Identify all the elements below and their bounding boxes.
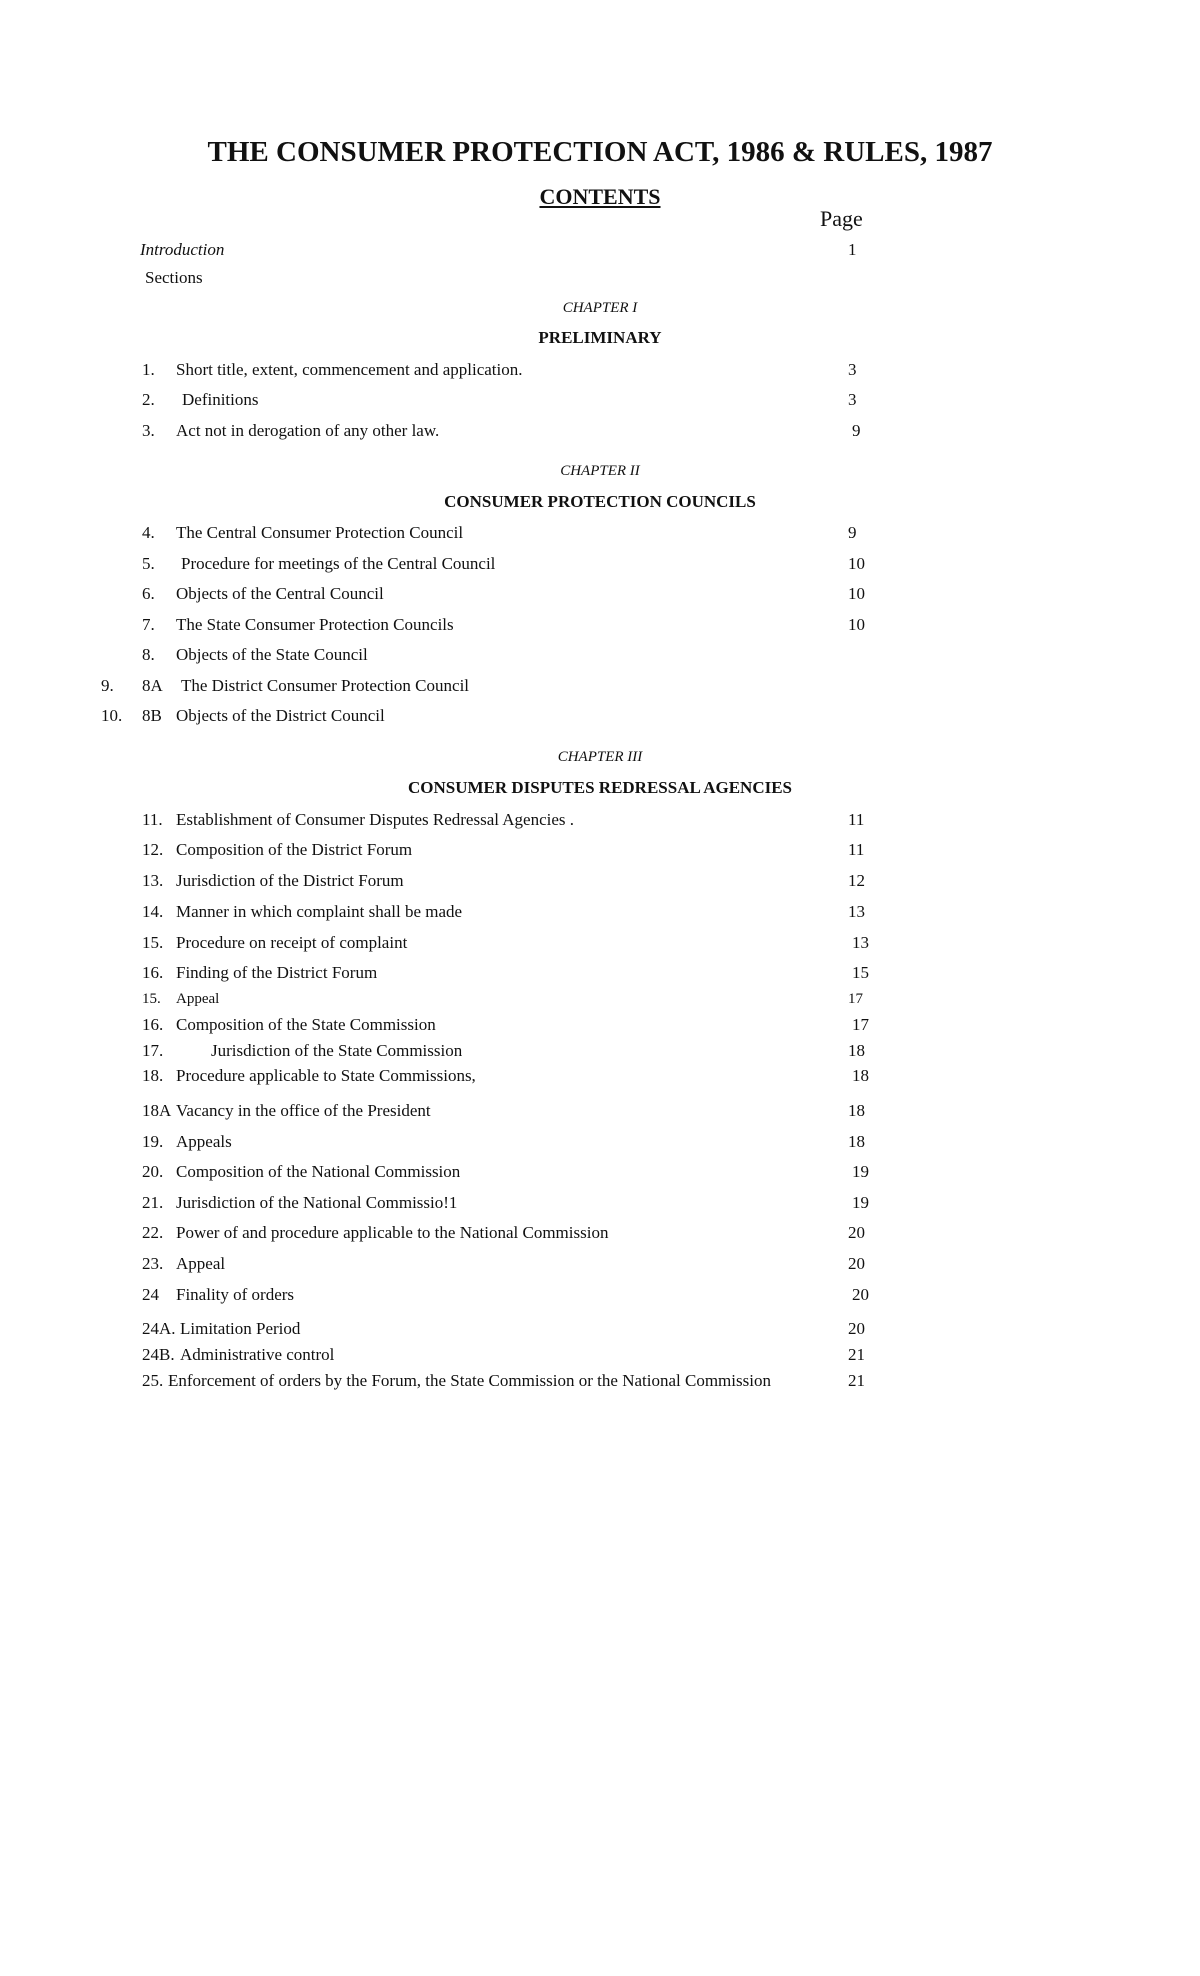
section-page: 9 <box>848 523 857 542</box>
chapter-title: CONSUMER DISPUTES REDRESSAL AGENCIES <box>407 778 793 797</box>
section-title: Procedure applicable to State Commissions, <box>176 1066 476 1085</box>
section-number: 8A <box>142 676 163 695</box>
section-number: 24A. <box>142 1319 176 1338</box>
section-title: Vacancy in the office of the President <box>176 1101 431 1120</box>
section-title: Appeals <box>176 1132 232 1151</box>
chapter-label: CHAPTER I <box>562 300 638 316</box>
section-title: Objects of the District Council <box>176 706 385 725</box>
toc-row <box>0 963 1200 987</box>
contents-heading: CONTENTS <box>539 184 661 209</box>
section-number: 8B <box>142 706 162 725</box>
section-title: Administrative control <box>180 1345 335 1364</box>
section-page: 18 <box>848 1132 865 1151</box>
section-title: Manner in which complaint shall be made <box>176 902 463 921</box>
toc-row <box>0 615 1200 639</box>
chapter-label: CHAPTER II <box>560 463 640 479</box>
section-page: 17 <box>848 991 863 1007</box>
section-title: Objects of the State Council <box>176 645 368 664</box>
section-page: 13 <box>848 902 865 921</box>
section-number: 15. <box>142 933 164 952</box>
section-page: 18 <box>848 1041 865 1060</box>
section-title: Composition of the National Commission <box>176 1162 461 1181</box>
chapter-title: CONSUMER PROTECTION COUNCILS <box>444 492 756 511</box>
section-title: Finding of the District Forum <box>176 963 378 982</box>
section-page: 21 <box>848 1371 865 1390</box>
section-title: Finality of orders <box>176 1285 295 1304</box>
introduction-label: Introduction <box>140 240 225 259</box>
section-title: Procedure for meetings of the Central Council <box>181 554 496 573</box>
section-number: 23. <box>142 1254 164 1273</box>
section-number: 22. <box>142 1223 164 1242</box>
toc-row <box>0 871 1200 895</box>
section-number: 15. <box>142 991 161 1007</box>
section-number: 16. <box>142 963 164 982</box>
sections-label: Sections <box>145 268 203 287</box>
section-title: Definitions <box>182 390 259 409</box>
toc-row <box>0 360 1200 384</box>
toc-row <box>0 902 1200 926</box>
toc-row <box>0 421 1200 445</box>
section-page: 20 <box>848 1223 865 1242</box>
section-page: 11 <box>848 810 865 829</box>
section-number: 24 <box>142 1285 159 1304</box>
toc-row <box>0 676 1200 700</box>
section-page: 19 <box>852 1193 869 1212</box>
toc-row <box>0 645 1200 669</box>
section-number: 18. <box>142 1066 164 1085</box>
toc-row <box>0 1041 1200 1065</box>
section-page: 15 <box>852 963 869 982</box>
section-number: 6. <box>142 584 155 603</box>
toc-row <box>0 706 1200 730</box>
section-title: Procedure on receipt of complaint <box>176 933 408 952</box>
outer-number: 10. <box>101 706 123 725</box>
introduction-page: 1 <box>848 240 857 259</box>
section-title: Composition of the State Commission <box>176 1015 436 1034</box>
section-title: The District Consumer Protection Council <box>181 676 470 695</box>
section-title: The State Consumer Protection Councils <box>176 615 454 634</box>
toc-row <box>0 933 1200 957</box>
section-number: 14. <box>142 902 164 921</box>
toc-row <box>0 810 1200 834</box>
section-page: 20 <box>852 1285 869 1304</box>
section-page: 18 <box>848 1101 865 1120</box>
section-number: 12. <box>142 840 164 859</box>
document-title: THE CONSUMER PROTECTION ACT, 1986 & RULES, 1987 <box>207 136 993 168</box>
section-number: 16. <box>142 1015 164 1034</box>
toc-row <box>0 1371 1200 1395</box>
toc-row <box>0 1132 1200 1156</box>
toc-row <box>0 1223 1200 1247</box>
section-title: Objects of the Central Council <box>176 584 384 603</box>
section-number: 17. <box>142 1041 164 1060</box>
section-page: 21 <box>848 1345 865 1364</box>
section-number: 7. <box>142 615 155 634</box>
section-number: 20. <box>142 1162 164 1181</box>
section-number: 1. <box>142 360 155 379</box>
section-title: Limitation Period <box>180 1319 301 1338</box>
section-number: 18A <box>142 1101 172 1120</box>
section-title: Enforcement of orders by the Forum, the State Commission or the National Commission <box>168 1371 771 1390</box>
section-page: 10 <box>848 615 865 634</box>
page-column-heading: Page <box>820 206 863 231</box>
section-number: 8. <box>142 645 155 664</box>
toc-row <box>0 390 1200 414</box>
section-title: Jurisdiction of the National Commissio!1 <box>176 1193 458 1212</box>
section-number: 2. <box>142 390 155 409</box>
section-title: Power of and procedure applicable to the National Commission <box>176 1223 609 1242</box>
section-number: 24B. <box>142 1345 175 1364</box>
section-number: 4. <box>142 523 155 542</box>
section-title: Appeal <box>176 1254 226 1273</box>
toc-row <box>0 1285 1200 1309</box>
outer-number: 9. <box>101 676 114 695</box>
section-number: 25. <box>142 1371 164 1390</box>
section-page: 17 <box>852 1015 869 1034</box>
section-page: 13 <box>852 933 869 952</box>
section-title: Composition of the District Forum <box>176 840 413 859</box>
chapter-title: PRELIMINARY <box>538 328 662 347</box>
section-title: Establishment of Consumer Disputes Redressal Agencies . <box>176 810 575 829</box>
section-title: Appeal <box>176 991 220 1007</box>
section-number: 21. <box>142 1193 164 1212</box>
section-title: The Central Consumer Protection Council <box>176 523 464 542</box>
section-page: 10 <box>848 554 865 573</box>
section-page: 9 <box>852 421 861 440</box>
section-number: 19. <box>142 1132 164 1151</box>
section-page: 10 <box>848 584 865 603</box>
section-page: 3 <box>848 390 857 409</box>
section-page: 12 <box>848 871 865 890</box>
section-number: 11. <box>142 810 163 829</box>
section-page: 20 <box>848 1319 865 1338</box>
toc-row <box>0 1015 1200 1039</box>
toc-row <box>0 1066 1200 1090</box>
section-number: 5. <box>142 554 155 573</box>
section-title: Act not in derogation of any other law. <box>176 421 440 440</box>
toc-row <box>0 991 1200 1015</box>
toc-row <box>0 1254 1200 1278</box>
section-page: 3 <box>848 360 857 379</box>
section-title: Short title, extent, commencement and application. <box>176 360 523 379</box>
toc-row <box>0 840 1200 864</box>
section-page: 18 <box>852 1066 869 1085</box>
section-number: 3. <box>142 421 155 440</box>
toc-row <box>0 584 1200 608</box>
toc-row <box>0 1345 1200 1369</box>
section-page: 11 <box>848 840 865 859</box>
chapter-label: CHAPTER III <box>557 749 643 765</box>
section-number: 13. <box>142 871 164 890</box>
toc-row <box>0 523 1200 547</box>
toc-row <box>0 1101 1200 1125</box>
toc-row <box>0 1193 1200 1217</box>
section-title: Jurisdiction of the District Forum <box>176 871 404 890</box>
toc-row <box>0 1162 1200 1186</box>
toc-row <box>0 554 1200 578</box>
section-page: 19 <box>852 1162 869 1181</box>
toc-row <box>0 1319 1200 1343</box>
section-title: Jurisdiction of the State Commission <box>211 1041 463 1060</box>
section-page: 20 <box>848 1254 865 1273</box>
